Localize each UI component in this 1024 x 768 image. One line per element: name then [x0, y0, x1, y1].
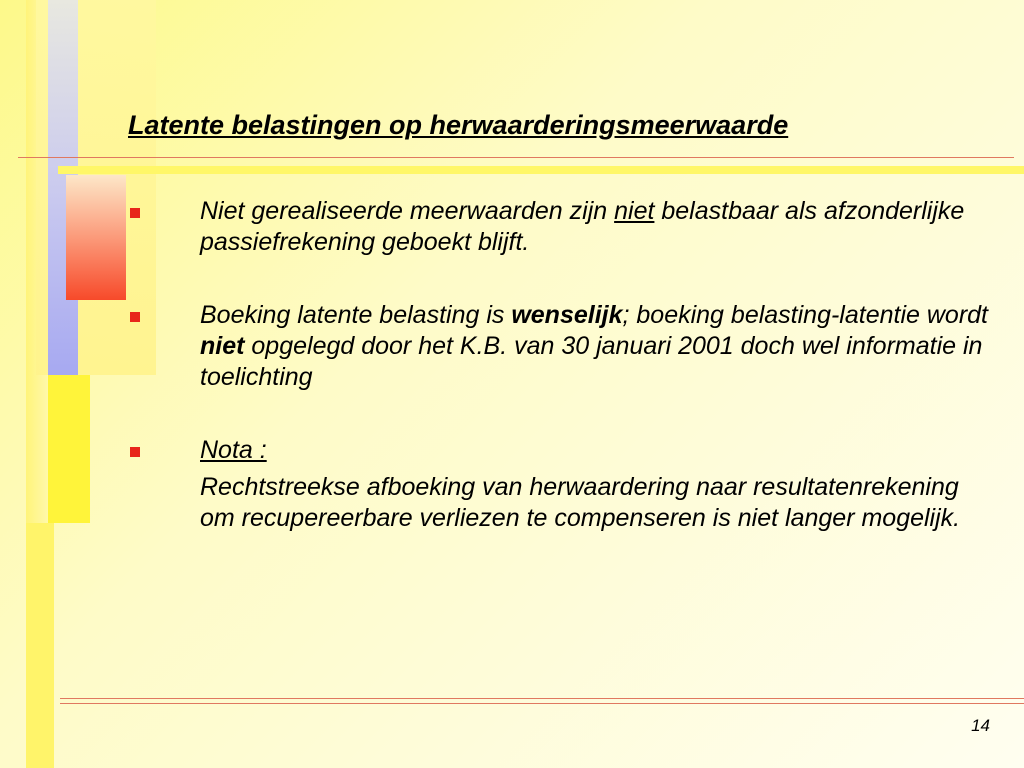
- bullet-text: Boeking latente belasting is wenselijk; boeking belasting-latentie wordt niet opgelegd door het K.B. van 30 januari 2001 doch wel informatie in toelichting: [200, 301, 989, 391]
- emphasis-wenselijk: wenselijk: [511, 301, 623, 329]
- nota-label: Nota :: [200, 436, 267, 464]
- footer-divider-line: [60, 698, 1024, 699]
- slide-title: Latente belastingen op herwaarderingsmeerwaarde: [128, 110, 789, 140]
- bullet-square-icon: [130, 447, 140, 457]
- title-divider-band: [58, 166, 1024, 174]
- bullet-text: Niet gerealiseerde meerwaarden zijn niet belastbaar als afzonderlijke passiefrekening geboekt blijft.: [200, 197, 965, 256]
- bullet-item: [130, 435, 990, 534]
- nota-text: Rechtstreekse afboeking van herwaardering naar resultatenrekening om recupereerbare verliezen te compenseren is niet langer mogelijk.: [200, 473, 961, 532]
- bullet-square-icon: [130, 312, 140, 322]
- bullet-item: [130, 300, 990, 393]
- decoration-stripe-yellow-bottom: [26, 523, 54, 768]
- footer-divider-line: [60, 703, 1024, 704]
- bullet-square-icon: [130, 208, 140, 218]
- bullet-item: [130, 196, 990, 258]
- emphasis-niet: niet: [614, 197, 655, 225]
- emphasis-niet: niet: [200, 332, 245, 360]
- title-divider-line: [18, 157, 1014, 158]
- bullet-list: [130, 196, 990, 534]
- decoration-block-red: [66, 175, 126, 300]
- page-number: 14: [971, 716, 990, 735]
- decoration-block-bright-yellow: [48, 375, 90, 523]
